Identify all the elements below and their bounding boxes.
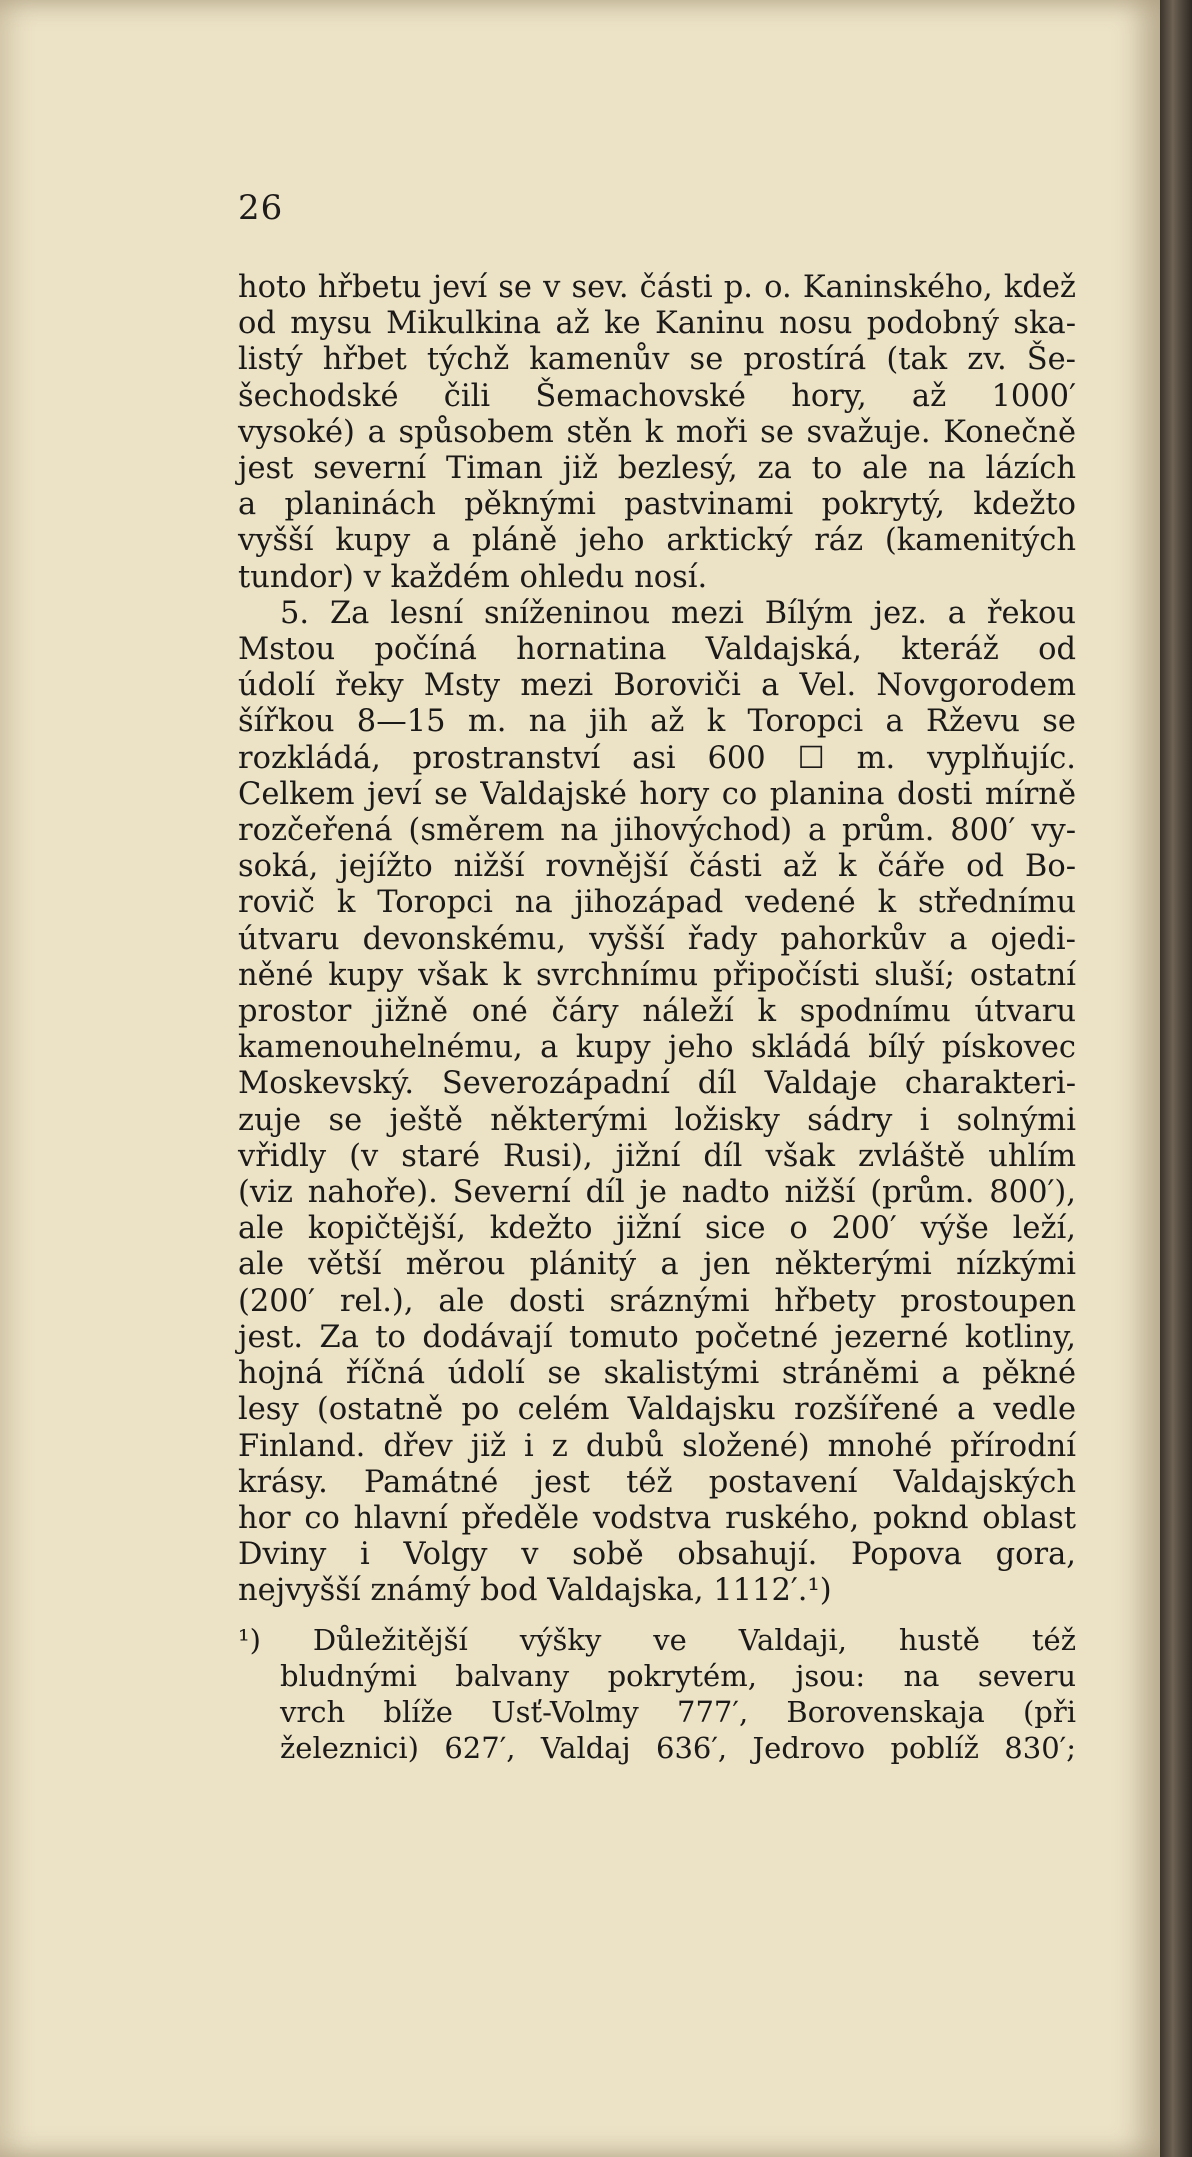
text-line: vyšší kupy a pláně jeho arktický ráz (kamenitých	[238, 523, 1076, 559]
text-line: jest severní Timan již bezlesý, za to ale na lázích	[238, 451, 1076, 487]
text-line: údolí řeky Msty mezi Boroviči a Vel. Novgorodem	[238, 668, 1076, 704]
text-line: hoto hřbetu jeví se v sev. části p. o. Kaninského, kdež	[238, 270, 1076, 305]
text-line: hojná říčná údolí se skalistými stráněmi a pěkné	[238, 1356, 1076, 1392]
text-line: listý hřbet týchž kamenův se prostírá (tak zv. Še-	[238, 342, 1076, 378]
footnote	[238, 1622, 1076, 1766]
text-line: šechodské čili Šemachovské hory, až 1000′	[238, 378, 1076, 414]
text-line: kamenouhelnému, a kupy jeho skládá bílý pískovec	[238, 1030, 1076, 1066]
text-line: (viz nahoře). Severní díl je nadto nižší (prům. 800′),	[238, 1175, 1076, 1211]
text-line: nejvyšší známý bod Valdajska, 1112′.¹)	[238, 1573, 832, 1609]
text-line: Moskevský. Severozápadní díl Valdaje charakteri-	[238, 1066, 1076, 1102]
text-line: jest. Za to dodávají tomuto početné jezerné kotliny,	[238, 1319, 1076, 1355]
text-line: něné kupy však k svrchnímu připočísti sluší; ostatní	[238, 957, 1076, 993]
text-line: tundor) v každém ohledu nosí.	[238, 559, 708, 595]
book-spine-edge	[1160, 0, 1192, 2157]
text-line: Mstou počíná hornatina Valdajská, kteráž od	[238, 632, 1076, 668]
text-line: útvaru devonskému, vyšší řady pahorkův a ojedi-	[238, 921, 1076, 957]
page-number: 26	[238, 188, 284, 228]
text-line: a planinách pěknými pastvinami pokrytý, kdežto	[238, 487, 1076, 523]
text-line: Dviny i Volgy v sobě obsahují. Popova gora,	[238, 1537, 1076, 1573]
text-line: Finland. dřev již i z dubů složené) mnohé přírodní	[238, 1428, 1076, 1464]
text-line: rozčeřená (směrem na jihovýchod) a prům. 800′ vy-	[238, 813, 1076, 849]
text-line: (200′ rel.), ale dosti sráznými hřbety prostoupen	[238, 1283, 1076, 1319]
footnote-line: ¹) Důležitější výšky ve Valdaji, hustě též	[238, 1623, 1076, 1657]
text-line: od mysu Mikulkina až ke Kaninu nosu podobný ska-	[238, 306, 1076, 342]
text-line: prostor jižně oné čáry náleží k spodnímu útvaru	[238, 994, 1076, 1030]
text-line: krásy. Památné jest též postavení Valdajských	[238, 1464, 1076, 1500]
text-line: ale kopičtější, kdežto jižní sice o 200′ výše leží,	[238, 1211, 1076, 1247]
text-line: ale větší měrou plánitý a jen některými nízkými	[238, 1247, 1076, 1283]
text-line: vřidly (v staré Rusi), jižní díl však zvláště uhlím	[238, 1138, 1076, 1174]
text-line: Celkem jeví se Valdajské hory co planina dosti mírně	[238, 776, 1076, 812]
text-line: vysoké) a spůsobem stěn k moři se svažuje. Konečně	[238, 414, 1076, 450]
text-line: rovič k Toropci na jihozápad vedené k střednímu	[238, 885, 1076, 921]
paragraph-start-line: 5. Za lesní sníženinou mezi Bílým jez. a řekou	[280, 595, 1076, 631]
footnote-line: vrch blíže Usť-Volmy 777′, Borovenskaja (při	[280, 1695, 1076, 1729]
text-line: lesy (ostatně po celém Valdajsku rozšířené a vedle	[238, 1392, 1076, 1428]
text-line: rozkládá, prostranství asi 600 ☐ m. vyplňujíc.	[238, 740, 1076, 776]
footnote-line: železnici) 627′, Valdaj 636′, Jedrovo poblíž 830′;	[280, 1731, 1076, 1765]
main-text	[238, 270, 1076, 1610]
text-line: zuje se ještě některými ložisky sádry i solnými	[238, 1102, 1076, 1138]
footnote-line: bludnými balvany pokrytém, jsou: na severu	[280, 1659, 1076, 1693]
text-line: šířkou 8—15 m. na jih až k Toropci a Rževu se	[238, 704, 1076, 740]
text-line: hor co hlavní předěle vodstva ruského, poknd oblast	[238, 1500, 1076, 1536]
text-line: soká, jejížto nižší rovnější části až k čáře od Bo-	[238, 849, 1076, 885]
